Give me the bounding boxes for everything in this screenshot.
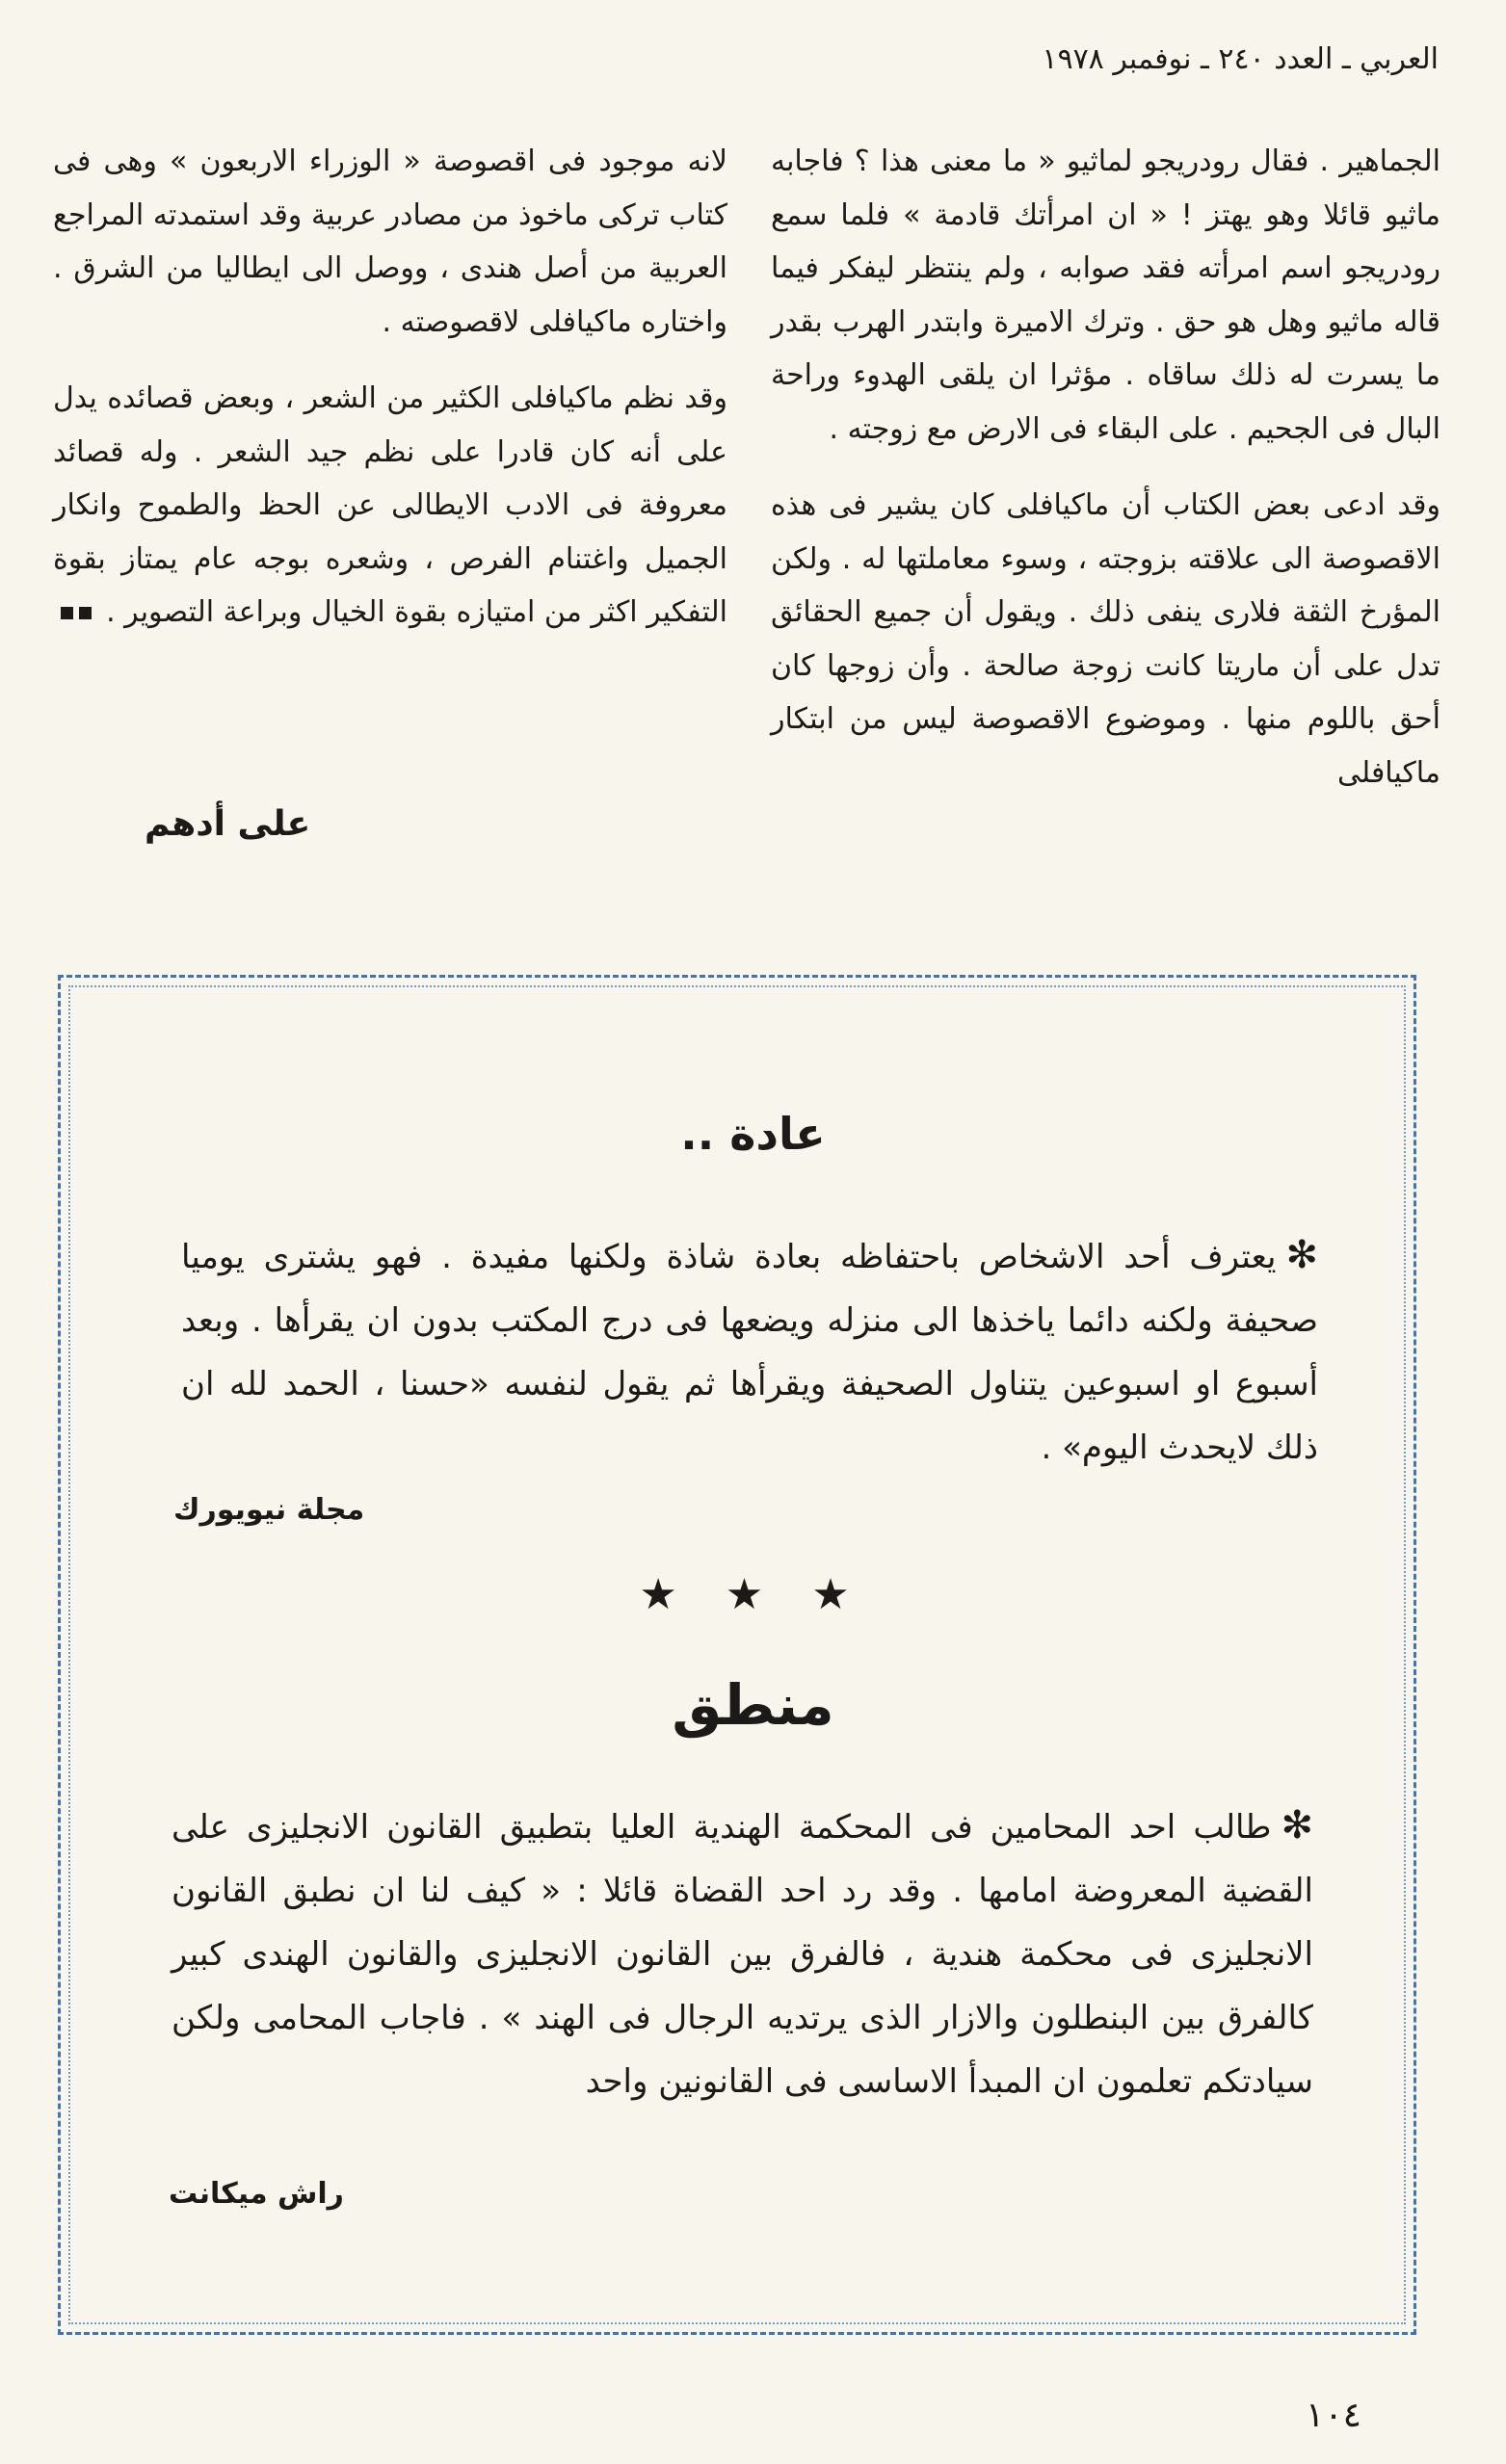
asterisk-icon: ✻ <box>1285 1233 1318 1277</box>
star-separator: ★ ★ ★ <box>639 1570 867 1619</box>
end-mark-icon <box>79 607 92 619</box>
article-paragraph: لانه موجود فى اقصوصة « الوزراء الاربعون » وهى فى كتاب تركى ماخوذ من مصادر عربية وقد استمدته المراجع العربية من أصل هندى ، ووصل الى ايطاليا من الشرق . واختاره ماكيافلى لاقصوصته . <box>53 144 727 339</box>
section-body-habit <box>181 1223 1318 1480</box>
article-author: على أدهم <box>145 804 311 844</box>
article-paragraph-text: وقد نظم ماكيافلى الكثير من الشعر ، وبعض قصائده يدل على أنه كان قادرا على نظم جيد الشعر . وله قصائد معروفة فى الادب الايطالى عن الحظ والطموح وانكار الجميل واغتنام الفرص ، وشعره بوجه عام يمتاز بقوة التفكير اكثر من امتيازه بقوة الخيال وبراعة التصوير . <box>53 381 727 629</box>
boxed-section-frame <box>58 975 1416 2335</box>
section-body-text: يعترف أحد الاشخاص باحتفاظه بعادة شاذة ولكنها مفيدة . فهو يشترى يوميا صحيفة ولكنه دائما ياخذها الى منزله ويضعها فى درج المكتب بدون ان يقرأها . وبعد أسبوع او اسبوعين يتناول الصحيفة ويقرأها ثم يقول لنفسه «حسنا ، الحمد لله ان ذلك لايحدث اليوم» . <box>181 1238 1318 1467</box>
section-title-logic: منطق <box>672 1672 834 1738</box>
running-header: العربي ـ العدد ٢٤٠ ـ نوفمبر ١٩٧٨ <box>1042 42 1439 76</box>
end-mark-icon <box>61 607 73 619</box>
page-number: ١٠٤ <box>1305 2396 1361 2435</box>
section-title-habit: عادة .. <box>680 1108 826 1160</box>
asterisk-icon: ✻ <box>1281 1803 1313 1848</box>
article-paragraph: الجماهير . فقال رودريجو لماثيو « ما معنى هذا ؟ فاجابه ماثيو قائلا وهو يهتز ! « ان امرأتك قادمة » فلما سمع رودريجو اسم امرأته فقد صوابه ، ولم ينتظر ليفكر فيما قاله ماثيو وهل هو حق . وترك الاميرة وابتدر الهرب بقدر ما يسرت له ذلك ساقاه . مؤثرا ان يلقى الهدوء وراحة البال فى الجحيم . على البقاء فى الارض مع زوجته . <box>771 144 1440 446</box>
article-paragraph-last <box>53 372 727 640</box>
article-column-left <box>53 135 727 663</box>
article-column-right <box>771 135 1440 823</box>
article-paragraph: وقد ادعى بعض الكتاب أن ماكيافلى كان يشير فى هذه الاقصوصة الى علاقته بزوجته ، وسوء معاملتها له . ولكن المؤرخ الثقة فلارى ينفى ذلك . ويقول أن جميع الحقائق تدل على أن ماريتا كانت زوجة صالحة . وأن زوجها كان أحق باللوم منها . وموضوع الاقصوصة ليس من ابتكار ماكيافلى <box>771 488 1440 790</box>
section-source: راش ميكانت <box>169 2177 344 2211</box>
section-source: مجلة نيويورك <box>173 1493 365 1527</box>
section-body-logic <box>172 1794 1313 2113</box>
section-body-text: طالب احد المحامين فى المحكمة الهندية العليا بتطبيق القانون الانجليزى على القضية المعروضة امامها . وقد رد احد القضاة قائلا : « كيف لنا ان نطبق القانون الانجليزى فى محكمة هندية ، فالفرق بين القانون الانجليزى والقانون الهندى كبير كالفرق بين البنطلون والازار الذى يرتديه الرجال فى الهند » . فاجاب المحامى ولكن سيادتكم تعلمون ان المبدأ الاساسى فى القانونين واحد <box>172 1808 1313 2101</box>
